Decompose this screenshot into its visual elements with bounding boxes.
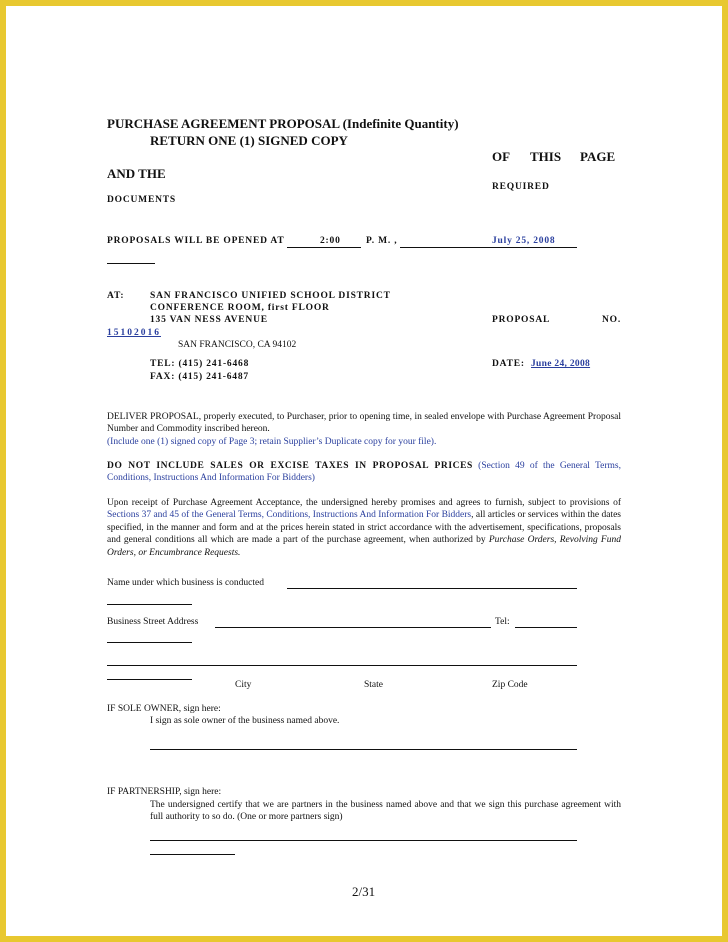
acceptance-text-1: Upon receipt of Purchase Agreement Acceptance, the undersigned hereby promises and agrees to furnish, subject to provisions of xyxy=(107,498,621,508)
opening-time: 2:00 xyxy=(320,236,341,246)
document-title: PURCHASE AGREEMENT PROPOSAL (Indefinite Quantity) xyxy=(107,116,459,131)
and-the-heading: AND THE xyxy=(107,166,166,181)
sections-reference[interactable]: Sections 37 and 45 of the General Terms, Conditions, Instructions And Information For Bidders xyxy=(107,510,472,521)
district-name: SAN FRANCISCO UNIFIED SCHOOL DISTRICT xyxy=(150,291,391,301)
sole-owner-text: I sign as sole owner of the business named above. xyxy=(150,716,340,726)
authorization-types: Purchase Orders, Revolving Fund Orders, or Encumbrance Requests. xyxy=(107,535,621,558)
street-address: 135 VAN NESS AVENUE xyxy=(150,315,268,325)
page-number: 2/31 xyxy=(352,884,376,899)
telephone: TEL: (415) 241-6468 xyxy=(150,359,250,369)
acceptance-paragraph xyxy=(107,497,621,559)
date-label: DATE: xyxy=(492,359,525,369)
taxes-paragraph xyxy=(107,460,621,485)
page-word: PAGE xyxy=(580,149,616,164)
acceptance-text-2: , all articles or services within the dates specified, in the manner and form and at the prices herein stated in strict accordance with the advertisement, specifications, proposals and general conditions all which are made a part of the purchase agreement, when authorized by xyxy=(107,510,621,546)
sole-owner-signature-line[interactable] xyxy=(150,749,577,750)
tel-field[interactable] xyxy=(515,627,577,628)
partnership-heading: IF PARTNERSHIP, sign here: xyxy=(107,787,222,797)
date-underline xyxy=(400,247,577,248)
partnership-text: The undersigned certify that we are partners in the business named above and that we sign this purchase agreement with full authority to so do. (One or more partners sign) xyxy=(150,800,621,823)
opening-continuation-line xyxy=(107,263,155,264)
taxes-warning: DO NOT INCLUDE SALES OR EXCISE TAXES IN PROPOSAL PRICES xyxy=(107,461,473,471)
city-state-zip-field-continued[interactable] xyxy=(107,679,192,680)
proposals-opened-label: PROPOSALS WILL BE OPENED AT xyxy=(107,236,285,246)
this-word: THIS xyxy=(530,149,562,164)
taxes-reference[interactable]: (Section 49 of the General Terms, Conditions, Instructions And Information For Bidders) xyxy=(107,461,621,484)
street-address-label: Business Street Address xyxy=(107,617,199,627)
street-address-field[interactable] xyxy=(215,627,491,628)
business-name-field[interactable] xyxy=(287,588,577,589)
proposal-number[interactable]: 15102016 xyxy=(107,328,161,338)
deliver-note: (Include one (1) signed copy of Page 3; retain Supplier’s Duplicate copy for your file). xyxy=(107,436,437,447)
sole-owner-heading: IF SOLE OWNER, sign here: xyxy=(107,704,221,714)
document-page xyxy=(6,6,722,936)
return-copy-heading: RETURN ONE (1) SIGNED COPY xyxy=(150,133,348,148)
street-address-field-continued[interactable] xyxy=(107,642,192,643)
business-name-field-continued[interactable] xyxy=(107,604,192,605)
pm-label: P. M. , xyxy=(366,236,398,246)
documents-label: DOCUMENTS xyxy=(107,195,176,205)
proposal-date[interactable]: June 24, 2008 xyxy=(531,359,591,369)
partnership-signature-line[interactable] xyxy=(150,840,577,841)
tel-label: Tel: xyxy=(495,617,510,627)
city-caption: City xyxy=(235,680,252,690)
deliver-text: DELIVER PROPOSAL, properly executed, to Purchaser, prior to opening time, in sealed envelope with Purchase Agreement Proposal Number and Commodity inscribed hereon. xyxy=(107,412,621,435)
proposal-no-label: NO. xyxy=(602,315,622,325)
required-label: REQUIRED xyxy=(492,182,550,192)
proposal-label: PROPOSAL xyxy=(492,315,551,325)
deliver-paragraph xyxy=(107,411,621,448)
conference-room: CONFERENCE ROOM, first FLOOR xyxy=(150,303,330,313)
business-name-label: Name under which business is conducted xyxy=(107,578,264,588)
city-state-zip: SAN FRANCISCO, CA 94102 xyxy=(178,340,297,350)
zip-caption: Zip Code xyxy=(492,680,528,690)
fax: FAX: (415) 241-6487 xyxy=(150,372,249,382)
city-state-zip-field[interactable] xyxy=(107,665,577,666)
at-label: AT: xyxy=(107,291,125,301)
of-word: OF xyxy=(492,149,511,164)
state-caption: State xyxy=(364,680,383,690)
opening-date[interactable]: July 25, 2008 xyxy=(492,236,556,246)
partnership-signature-line-continued[interactable] xyxy=(150,854,235,855)
time-underline xyxy=(287,247,361,248)
